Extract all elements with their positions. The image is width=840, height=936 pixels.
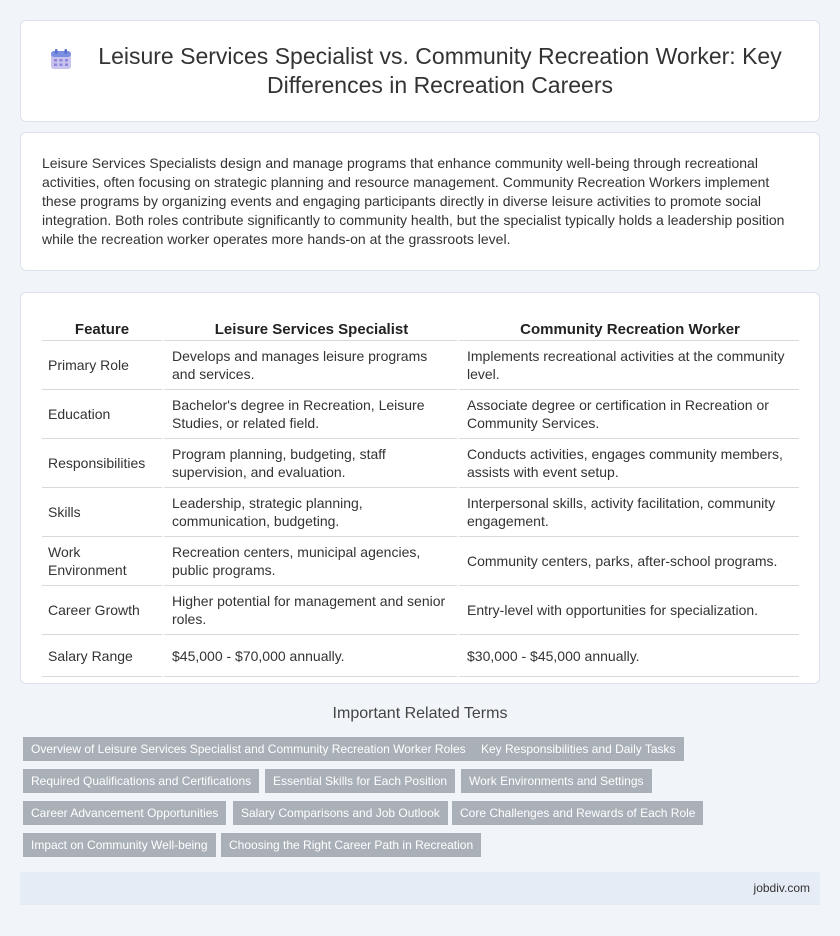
specialist-cell: Higher potential for management and senior roles. <box>162 586 457 635</box>
specialist-cell: Leadership, strategic planning, communication, budgeting. <box>162 488 457 537</box>
title-card <box>20 20 820 122</box>
feature-cell: Responsibilities <box>42 439 162 488</box>
related-term-tag[interactable]: Salary Comparisons and Job Outlook <box>233 801 448 825</box>
feature-cell: Education <box>42 390 162 439</box>
related-term-tag[interactable]: Required Qualifications and Certifications <box>23 769 259 793</box>
site-link[interactable]: jobdiv.com <box>753 881 810 895</box>
specialist-cell: $45,000 - $70,000 annually. <box>162 635 457 677</box>
related-term-tag[interactable]: Choosing the Right Career Path in Recreation <box>221 833 481 857</box>
column-header-worker: Community Recreation Worker <box>457 313 799 341</box>
related-term-tag[interactable]: Core Challenges and Rewards of Each Role <box>452 801 703 825</box>
related-term-tag[interactable]: Impact on Community Well-being <box>23 833 216 857</box>
table-row <box>42 488 799 537</box>
table-row <box>42 390 799 439</box>
comparison-card <box>20 292 820 684</box>
feature-cell: Career Growth <box>42 586 162 635</box>
related-term-tag[interactable]: Essential Skills for Each Position <box>265 769 455 793</box>
worker-cell: Implements recreational activities at the community level. <box>457 341 799 390</box>
feature-cell: Salary Range <box>42 635 162 677</box>
column-header-specialist: Leisure Services Specialist <box>162 313 457 341</box>
feature-cell: Skills <box>42 488 162 537</box>
specialist-cell: Program planning, budgeting, staff supervision, and evaluation. <box>162 439 457 488</box>
worker-cell: Conducts activities, engages community members, assists with event setup. <box>457 439 799 488</box>
worker-cell: Community centers, parks, after-school programs. <box>457 537 799 586</box>
footer <box>20 872 820 905</box>
related-term-tag[interactable]: Career Advancement Opportunities <box>23 801 226 825</box>
comparison-table <box>42 313 799 677</box>
related-term-tag[interactable]: Key Responsibilities and Daily Tasks <box>473 737 684 761</box>
related-terms-heading: Important Related Terms <box>332 705 508 722</box>
specialist-cell: Recreation centers, municipal agencies, public programs. <box>162 537 457 586</box>
related-term-tag[interactable]: Work Environments and Settings <box>461 769 652 793</box>
page-title: Leisure Services Specialist vs. Community Recreation Worker: Key Differences in Recreation Careers <box>98 43 782 98</box>
table-row <box>42 537 799 586</box>
intro-paragraph: Leisure Services Specialists design and manage programs that enhance community well-being through recreational activities, often focusing on strategic planning and resource management. Community Recreation Workers implement these programs by organizing events and engaging participants directly in diverse leisure activities to promote social integration. Both roles contribute significantly to community health, but the specialist typically holds a leadership position while the recreation worker operates more hands-on at the grassroots level. <box>42 155 785 247</box>
table-row <box>42 635 799 677</box>
column-header-feature: Feature <box>42 313 162 341</box>
intro-card <box>20 132 820 271</box>
table-row <box>42 439 799 488</box>
worker-cell: $30,000 - $45,000 annually. <box>457 635 799 677</box>
feature-cell: Work Environment <box>42 537 162 586</box>
table-row <box>42 341 799 390</box>
related-term-tag[interactable]: Overview of Leisure Services Specialist and Community Recreation Worker Roles <box>23 737 474 761</box>
worker-cell: Associate degree or certification in Recreation or Community Services. <box>457 390 799 439</box>
worker-cell: Interpersonal skills, activity facilitation, community engagement. <box>457 488 799 537</box>
feature-cell: Primary Role <box>42 341 162 390</box>
specialist-cell: Develops and manages leisure programs and services. <box>162 341 457 390</box>
table-row <box>42 586 799 635</box>
specialist-cell: Bachelor's degree in Recreation, Leisure Studies, or related field. <box>162 390 457 439</box>
table-header-row <box>42 313 799 341</box>
worker-cell: Entry-level with opportunities for specialization. <box>457 586 799 635</box>
